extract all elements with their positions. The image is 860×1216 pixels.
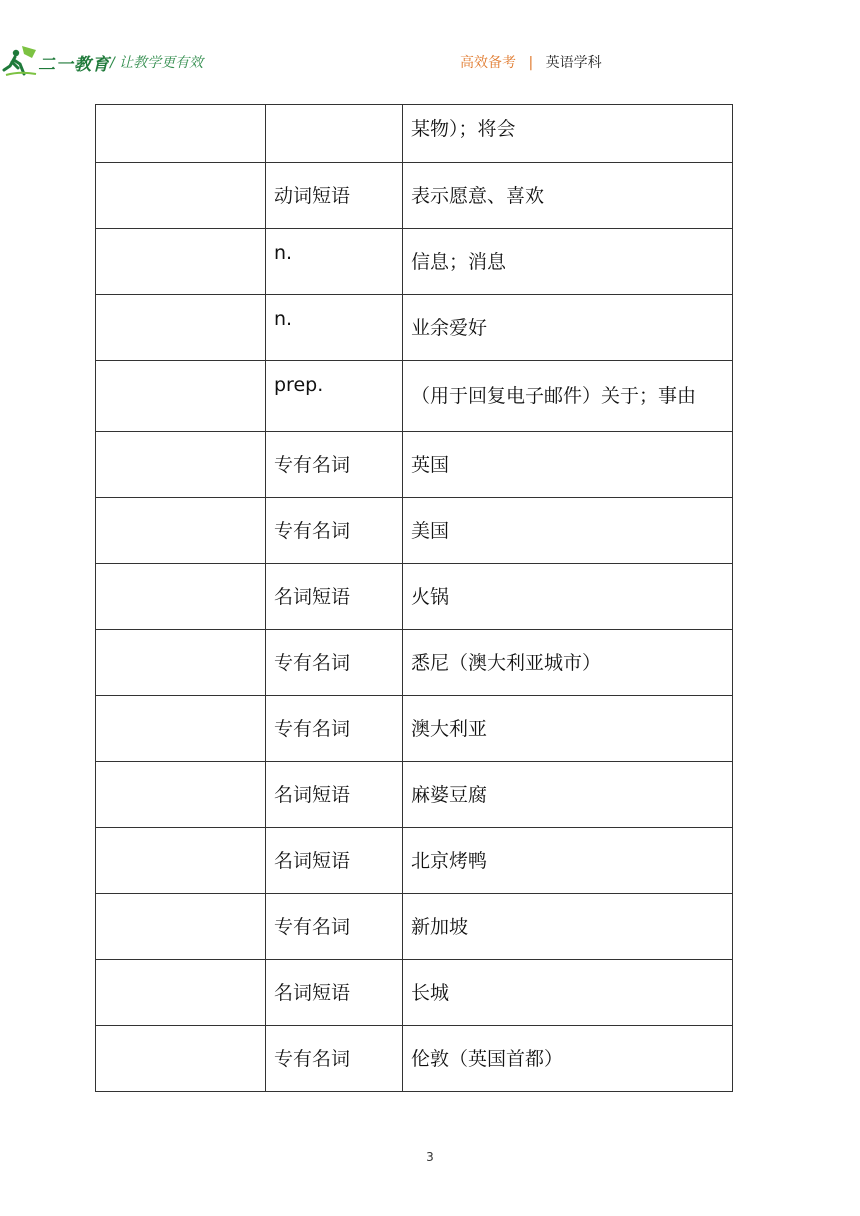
word-cell [96, 696, 266, 762]
word-cell [96, 432, 266, 498]
table-row [96, 960, 733, 1026]
meaning-cell: 澳大利亚 [403, 696, 733, 762]
meaning-cell: 长城 [403, 960, 733, 1026]
table-row [96, 762, 733, 828]
meaning-cell: （用于回复电子邮件）关于；事由 [403, 361, 733, 432]
word-cell [96, 960, 266, 1026]
table-row [96, 361, 733, 432]
pos-cell: 名词短语 [266, 828, 403, 894]
table-row [96, 163, 733, 229]
word-cell [96, 229, 266, 295]
word-cell [96, 630, 266, 696]
word-cell [96, 361, 266, 432]
pos-cell: 专有名词 [266, 696, 403, 762]
table-row [96, 894, 733, 960]
word-cell [96, 828, 266, 894]
word-cell [96, 498, 266, 564]
meaning-cell: 北京烤鸭 [403, 828, 733, 894]
table-row [96, 105, 733, 163]
pos-cell: 专有名词 [266, 894, 403, 960]
meaning-cell: 表示愿意、喜欢 [403, 163, 733, 229]
page-header [0, 0, 860, 90]
pos-cell: 专有名词 [266, 630, 403, 696]
meaning-cell: 信息；消息 [403, 229, 733, 295]
table-row [96, 696, 733, 762]
pos-cell: n. [266, 295, 403, 361]
meaning-cell: 英国 [403, 432, 733, 498]
brand-slogan: / 让教学更有效 [110, 55, 204, 71]
header-subject: 英语学科 [545, 55, 602, 71]
word-cell [96, 1026, 266, 1092]
table-row [96, 229, 733, 295]
pos-cell: 专有名词 [266, 432, 403, 498]
meaning-cell: 美国 [403, 498, 733, 564]
runner-logo-icon [2, 44, 38, 78]
table-row [96, 630, 733, 696]
header-right [460, 52, 602, 72]
pos-cell: 专有名词 [266, 1026, 403, 1092]
header-tagline: 高效备考 [460, 55, 516, 71]
meaning-cell: 伦敦（英国首都） [403, 1026, 733, 1092]
pos-cell: 名词短语 [266, 960, 403, 1026]
page-number: 3 [426, 1150, 434, 1164]
table-row [96, 1026, 733, 1092]
table-row [96, 498, 733, 564]
pos-cell: n. [266, 229, 403, 295]
pos-cell: 专有名词 [266, 498, 403, 564]
word-cell [96, 564, 266, 630]
pos-cell [266, 105, 403, 163]
meaning-cell: 业余爱好 [403, 295, 733, 361]
word-cell [96, 295, 266, 361]
pos-cell: prep. [266, 361, 403, 432]
brand-name: 二一教育 [38, 55, 110, 75]
pos-cell: 名词短语 [266, 564, 403, 630]
table-row [96, 828, 733, 894]
header-separator: | [528, 55, 534, 71]
meaning-cell: 麻婆豆腐 [403, 762, 733, 828]
vocabulary-table [95, 104, 733, 1092]
table-row [96, 564, 733, 630]
table-row [96, 295, 733, 361]
meaning-cell: 某物）；将会 [403, 105, 733, 163]
word-cell [96, 762, 266, 828]
pos-cell: 动词短语 [266, 163, 403, 229]
meaning-cell: 火锅 [403, 564, 733, 630]
table-row [96, 432, 733, 498]
pos-cell: 名词短语 [266, 762, 403, 828]
meaning-cell: 悉尼（澳大利亚城市） [403, 630, 733, 696]
word-cell [96, 105, 266, 163]
word-cell [96, 894, 266, 960]
word-cell [96, 163, 266, 229]
meaning-cell: 新加坡 [403, 894, 733, 960]
